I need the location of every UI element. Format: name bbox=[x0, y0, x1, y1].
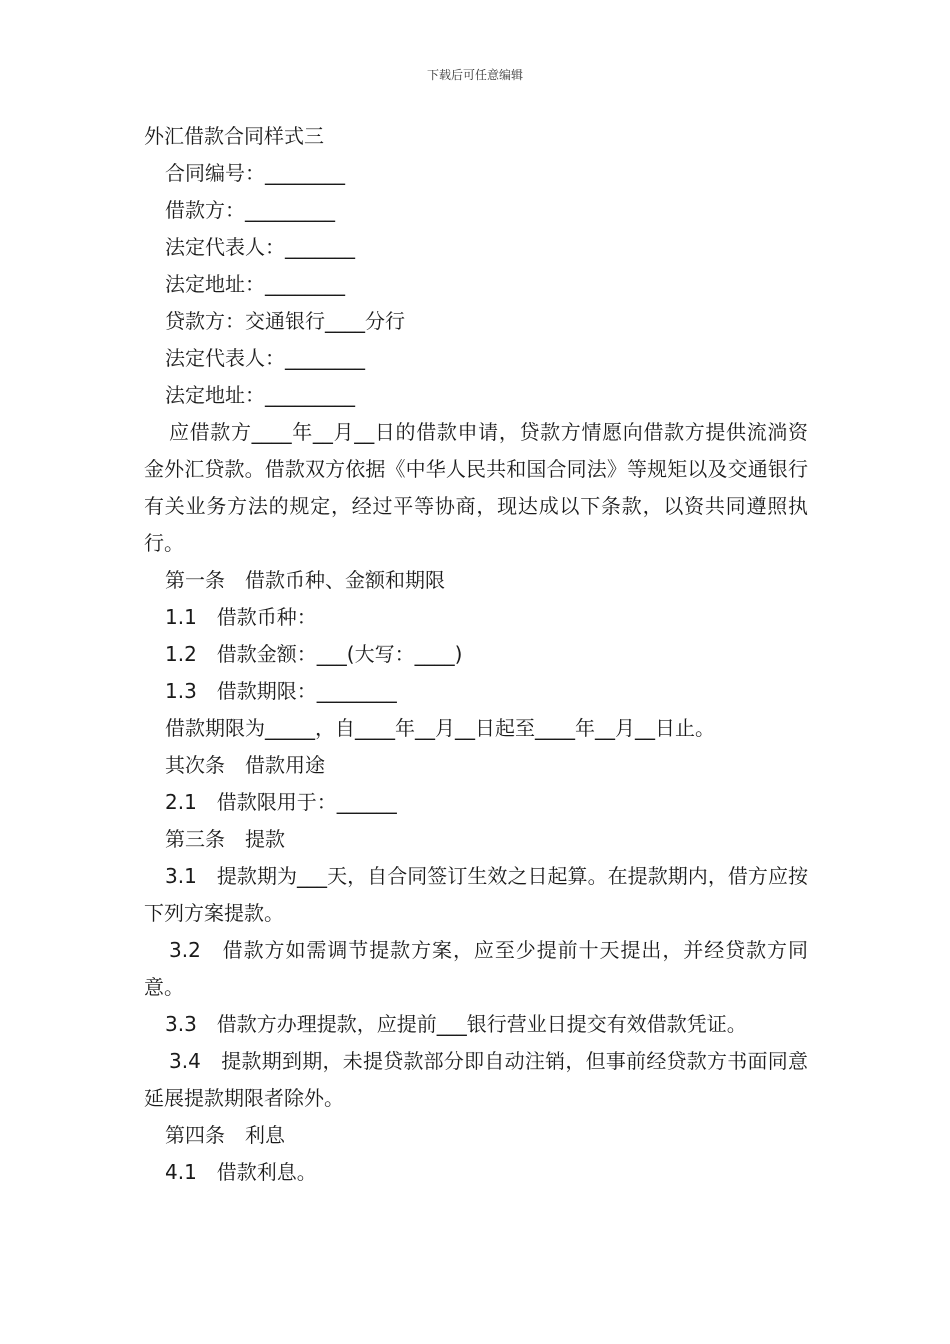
lender-legal-rep-line: 法定代表人：________ bbox=[165, 346, 365, 370]
clause-3-1: 3.1 提款期为___天，自合同签订生效之日起算。在提款期内，借方应按下列方案提款。 bbox=[144, 864, 808, 925]
article-4-title: 第四条 利息 bbox=[165, 1123, 285, 1147]
clause-1-3: 1.3 借款期限：________ bbox=[165, 679, 397, 703]
borrower-address-line: 法定地址：________ bbox=[165, 272, 345, 296]
borrower-line: 借款方：_________ bbox=[165, 198, 335, 222]
clause-4-1: 4.1 借款利息。 bbox=[165, 1160, 317, 1184]
loan-period-line: 借款期限为_____，自____年__月__日起至____年__月__日止。 bbox=[165, 716, 715, 740]
contract-number-line: 合同编号：________ bbox=[165, 161, 345, 185]
clause-3-3: 3.3 借款方办理提款，应提前___银行营业日提交有效借款凭证。 bbox=[165, 1012, 747, 1036]
intro-paragraph: 应借款方____年__月__日的借款申请，贷款方情愿向借款方提供流淌资金外汇贷款。借款双方依据《中华人民共和国合同法》等规矩以及交通银行有关业务方法的规定，经过平等协商，现达成以下条款，以资共同遵照执行。 bbox=[144, 420, 808, 555]
page-header: 下载后可任意编辑 bbox=[426, 68, 523, 82]
borrower-legal-rep-line: 法定代表人：_______ bbox=[165, 235, 355, 259]
clause-1-2: 1.2 借款金额：___(大写：____) bbox=[165, 642, 463, 666]
lender-line: 贷款方：交通银行____分行 bbox=[165, 309, 405, 333]
article-2-title: 其次条 借款用途 bbox=[165, 753, 325, 777]
article-1-title: 第一条 借款币种、金额和期限 bbox=[165, 568, 445, 592]
clause-1-1: 1.1 借款币种： bbox=[165, 605, 317, 629]
contract-title: 外汇借款合同样式三 bbox=[144, 124, 324, 148]
contract-document bbox=[144, 118, 808, 1191]
clause-2-1: 2.1 借款限用于：______ bbox=[165, 790, 397, 814]
clause-3-2: 3.2 借款方如需调节提款方案，应至少提前十天提出，并经贷款方同意。 bbox=[144, 938, 808, 999]
clause-3-4: 3.4 提款期到期，未提贷款部分即自动注销，但事前经贷款方书面同意延展提款期限者除外。 bbox=[144, 1049, 808, 1110]
lender-address-line: 法定地址：_________ bbox=[165, 383, 355, 407]
article-3-title: 第三条 提款 bbox=[165, 827, 285, 851]
